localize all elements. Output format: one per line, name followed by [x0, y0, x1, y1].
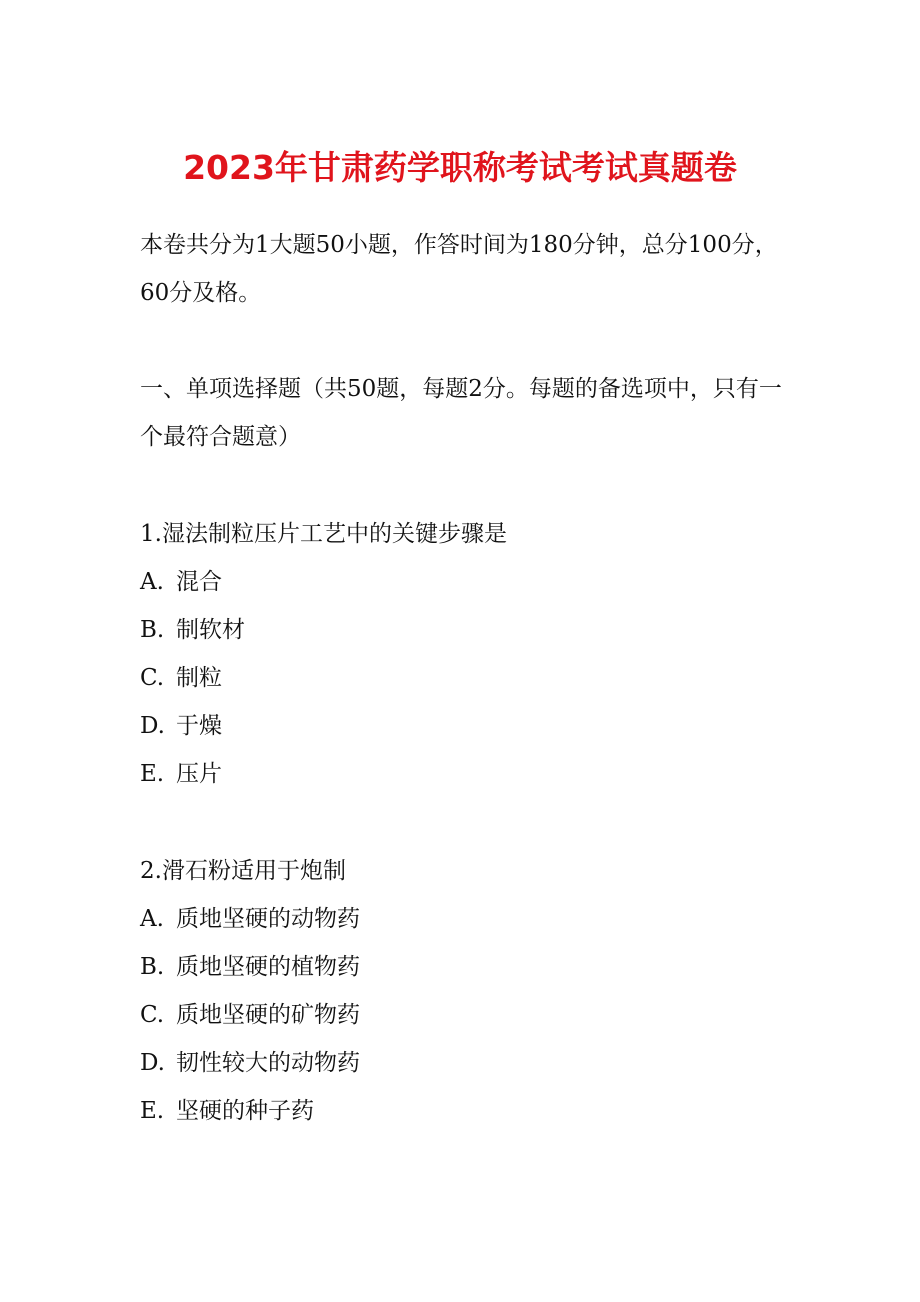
- question-2-stem: 2.滑石粉适用于炮制: [140, 858, 346, 884]
- question-1-option-e: [140, 750, 222, 798]
- option-text: 质地坚硬的动物药: [176, 906, 360, 932]
- option-letter: C.: [140, 1002, 165, 1028]
- option-letter: A.: [140, 569, 164, 595]
- option-letter: D.: [140, 713, 165, 739]
- question-1-option-d: [140, 702, 222, 750]
- option-text: 质地坚硬的矿物药: [176, 1002, 360, 1028]
- option-text: 韧性较大的动物药: [176, 1050, 360, 1076]
- option-text: 混合: [176, 569, 222, 595]
- option-letter: D.: [140, 1050, 165, 1076]
- exam-intro: 本卷共分为1大题50小题，作答时间为180分钟，总分100分，60分及格。: [140, 232, 778, 306]
- question-2-option-b: [140, 943, 360, 991]
- section-heading: 一、单项选择题（共50题，每题2分。每题的备选项中，只有一个最符合题意）: [140, 376, 782, 450]
- question-2-option-e: [140, 1087, 314, 1135]
- option-letter: E.: [140, 761, 165, 787]
- question-1-stem: 1.湿法制粒压片工艺中的关键步骤是: [140, 521, 507, 547]
- question-2-option-a: [140, 895, 360, 943]
- option-letter: C.: [140, 665, 165, 691]
- question-2-option-d: [140, 1039, 360, 1087]
- option-text: 压片: [176, 761, 222, 787]
- option-letter: B.: [140, 954, 165, 980]
- document-title: 2023年甘肃药学职称考试考试真题卷: [183, 148, 737, 187]
- question-2-option-c: [140, 991, 360, 1039]
- option-text: 质地坚硬的植物药: [176, 954, 360, 980]
- question-1-option-c: [140, 654, 222, 702]
- option-text: 于燥: [176, 713, 222, 739]
- option-text: 制软材: [176, 617, 245, 643]
- option-letter: B.: [140, 617, 165, 643]
- option-text: 制粒: [176, 665, 222, 691]
- question-1-option-a: [140, 558, 222, 606]
- question-1-option-b: [140, 606, 245, 654]
- option-text: 坚硬的种子药: [176, 1098, 314, 1124]
- option-letter: E.: [140, 1098, 165, 1124]
- option-letter: A.: [140, 906, 164, 932]
